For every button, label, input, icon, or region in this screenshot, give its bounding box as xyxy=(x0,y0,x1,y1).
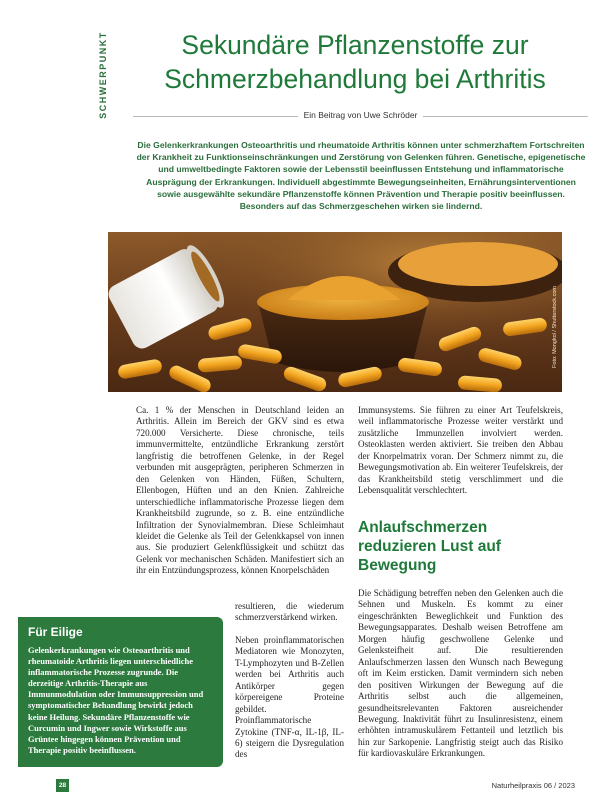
col2-paragraph-2: Die Schädigung betreffen neben den Gelenken auch die Sehnen und Muskeln. Es kommt zu einer eingeschränkten Beweglichkeit und Funktion des Bewegungsapparates. Deshalb weisen Betroffene am Morgen häufig geschwollene Gelenke und Gelenksteifheit auf. Die resultierenden Anlaufschmerzen lassen den Wunsch nach Bewegung oft im Keim ersticken. Damit vermindern sich neben den positiven Wirkungen der Bewegung auf die Arthritis selbst auch die allgemeinen, gesundheitsrelevanten Faktoren ausreichender Bewegung. Inaktivität führt zu Insulinresistenz, einem erhöhten intramuskulärem Fettanteil und letztlich bis hin zur Sarkopenie. Langfristig steigt auch das Risiko für kardiovaskuläre Erkrankungen. xyxy=(358,588,563,759)
turmeric-capsules-illustration xyxy=(108,232,562,392)
body-column-1 xyxy=(136,405,344,577)
col1-paragraph-1-end: resultieren, die wiederum schmerzverstärkend wirken. xyxy=(235,601,344,623)
article-title xyxy=(120,28,590,96)
title-line-1: Sekundäre Pflanzenstoffe zur xyxy=(181,30,529,60)
article-photo xyxy=(108,232,562,392)
intro-paragraph: Die Gelenkerkrankungen Osteoarthritis und rheumatoide Arthritis können unter schmerzhaftem Fortschreiten der Krankheit zu Funktionseinschränkungen und Zerstörung von Gelenken führen. Genetische, epigenetische und umweltbedingte Faktoren sowie der Lebensstil beeinflussen Entstehung und inflammatorische Ausprägung der Erkrankungen. Individuell abgestimmte Bewegungseinheiten, Ernährungsinterventionen sowie ausgewählte sekundäre Pflanzenstoffe können Prävention und Therapie positiv beeinflussen. Besonders auf das Schmerzgeschehen wirken sie lindernd. xyxy=(136,140,586,212)
summary-box-title: Für Eilige xyxy=(28,625,83,639)
col1-paragraph-2: Neben proinflammatorischen Mediatoren wie Monozyten, T-Lymphozyten und B-Zellen werden bei Arthritis auch Antikörper gegen körpereigene Proteine gebildet. Proinflammatorische Zytokine (TNF-α, IL-1β, IL-6) steigern die Dysregulation des xyxy=(235,634,344,760)
section-subheading xyxy=(358,518,558,575)
photo-credit-text: Foto: Mongkol / Shutterstock.com xyxy=(552,286,558,368)
section-label-text: SCHWERPUNKT xyxy=(98,31,108,119)
summary-box-text: Gelenkerkrankungen wie Osteoarthritis und rheumatoide Arthritis liegen unterschiedliche inflammatorische Prozesse zugrunde. Die derzeitige Arthritis-Therapie aus Immunmodulation oder Immunsuppression und symptomatischer Behandlung bewirkt jedoch keine Heilung. Sekundäre Pflanzenstoffe wie Curcumin und Ingwer sowie Wirkstoffe aus Grüntee hingegen können Prävention und Therapie positiv beeinflussen. xyxy=(28,645,204,755)
section-label xyxy=(96,18,110,138)
byline-row xyxy=(133,110,588,122)
byline-wrap xyxy=(133,110,588,120)
body-column-1-narrow xyxy=(235,601,344,761)
col1-paragraph-1: Ca. 1 % der Menschen in Deutschland leiden an Arthritis. Allein im Bereich der GKV sind es etwa 720.000 Versicherte. Diese chronische, teils immunvermittelte, entzündliche Erkrankung zerstört langfristig die betroffenen Gelenke, in der Regel verbunden mit ausgeprägten, peripheren Schmerzen in den Gelenken von Händen, Füßen, Schultern, Ellenbogen, Hüften und an den Knien. Zahlreiche unterschiedliche inflammatorische Prozesse liegen dem Krankheitsbild zugrunde, so z. B. eine entzündliche Infiltration der Synovialmembran. Diese Schleimhaut kleidet die Gelenke als Teil der Gelenkkapsel von innen aus. Sie produziert Gelenkflüssigkeit und schützt das Gelenk vor mechanischen Schäden. Manifestiert sich an ihr ein Entzündungsprozess, können Knorpelschäden xyxy=(136,405,344,576)
footer-publication: Naturheilpraxis 06 / 2023 xyxy=(491,781,575,790)
page-number: 28 xyxy=(56,779,69,792)
byline: Ein Beitrag von Uwe Schröder xyxy=(298,110,424,120)
body-column-2 xyxy=(358,405,563,497)
photo-credit xyxy=(550,272,560,382)
title-line-2: Schmerzbehandlung bei Arthritis xyxy=(164,64,546,94)
body-column-2-lower xyxy=(358,588,563,760)
subhead-line-1: Anlaufschmerzen xyxy=(358,519,488,536)
subhead-line-3: Bewegung xyxy=(358,557,437,574)
col2-paragraph-1: Immunsystems. Sie führen zu einer Art Teufelskreis, weil inflammatorische Prozesse weiter verstärkt und zusätzliche Immunzellen involviert werden. Osteoklasten werden aktiviert. Sie treiben den Abbau der Knorpelmatrix voran. Der Schmerz nimmt zu, die Bewegungsmotivation ab. Ein weiterer Teufelskreis, der das Krankheitsbild stetig verschlimmert und die Lebensqualität verschlechtert. xyxy=(358,405,563,496)
subhead-line-2: reduzieren Lust auf xyxy=(358,538,501,555)
summary-box xyxy=(18,617,223,767)
